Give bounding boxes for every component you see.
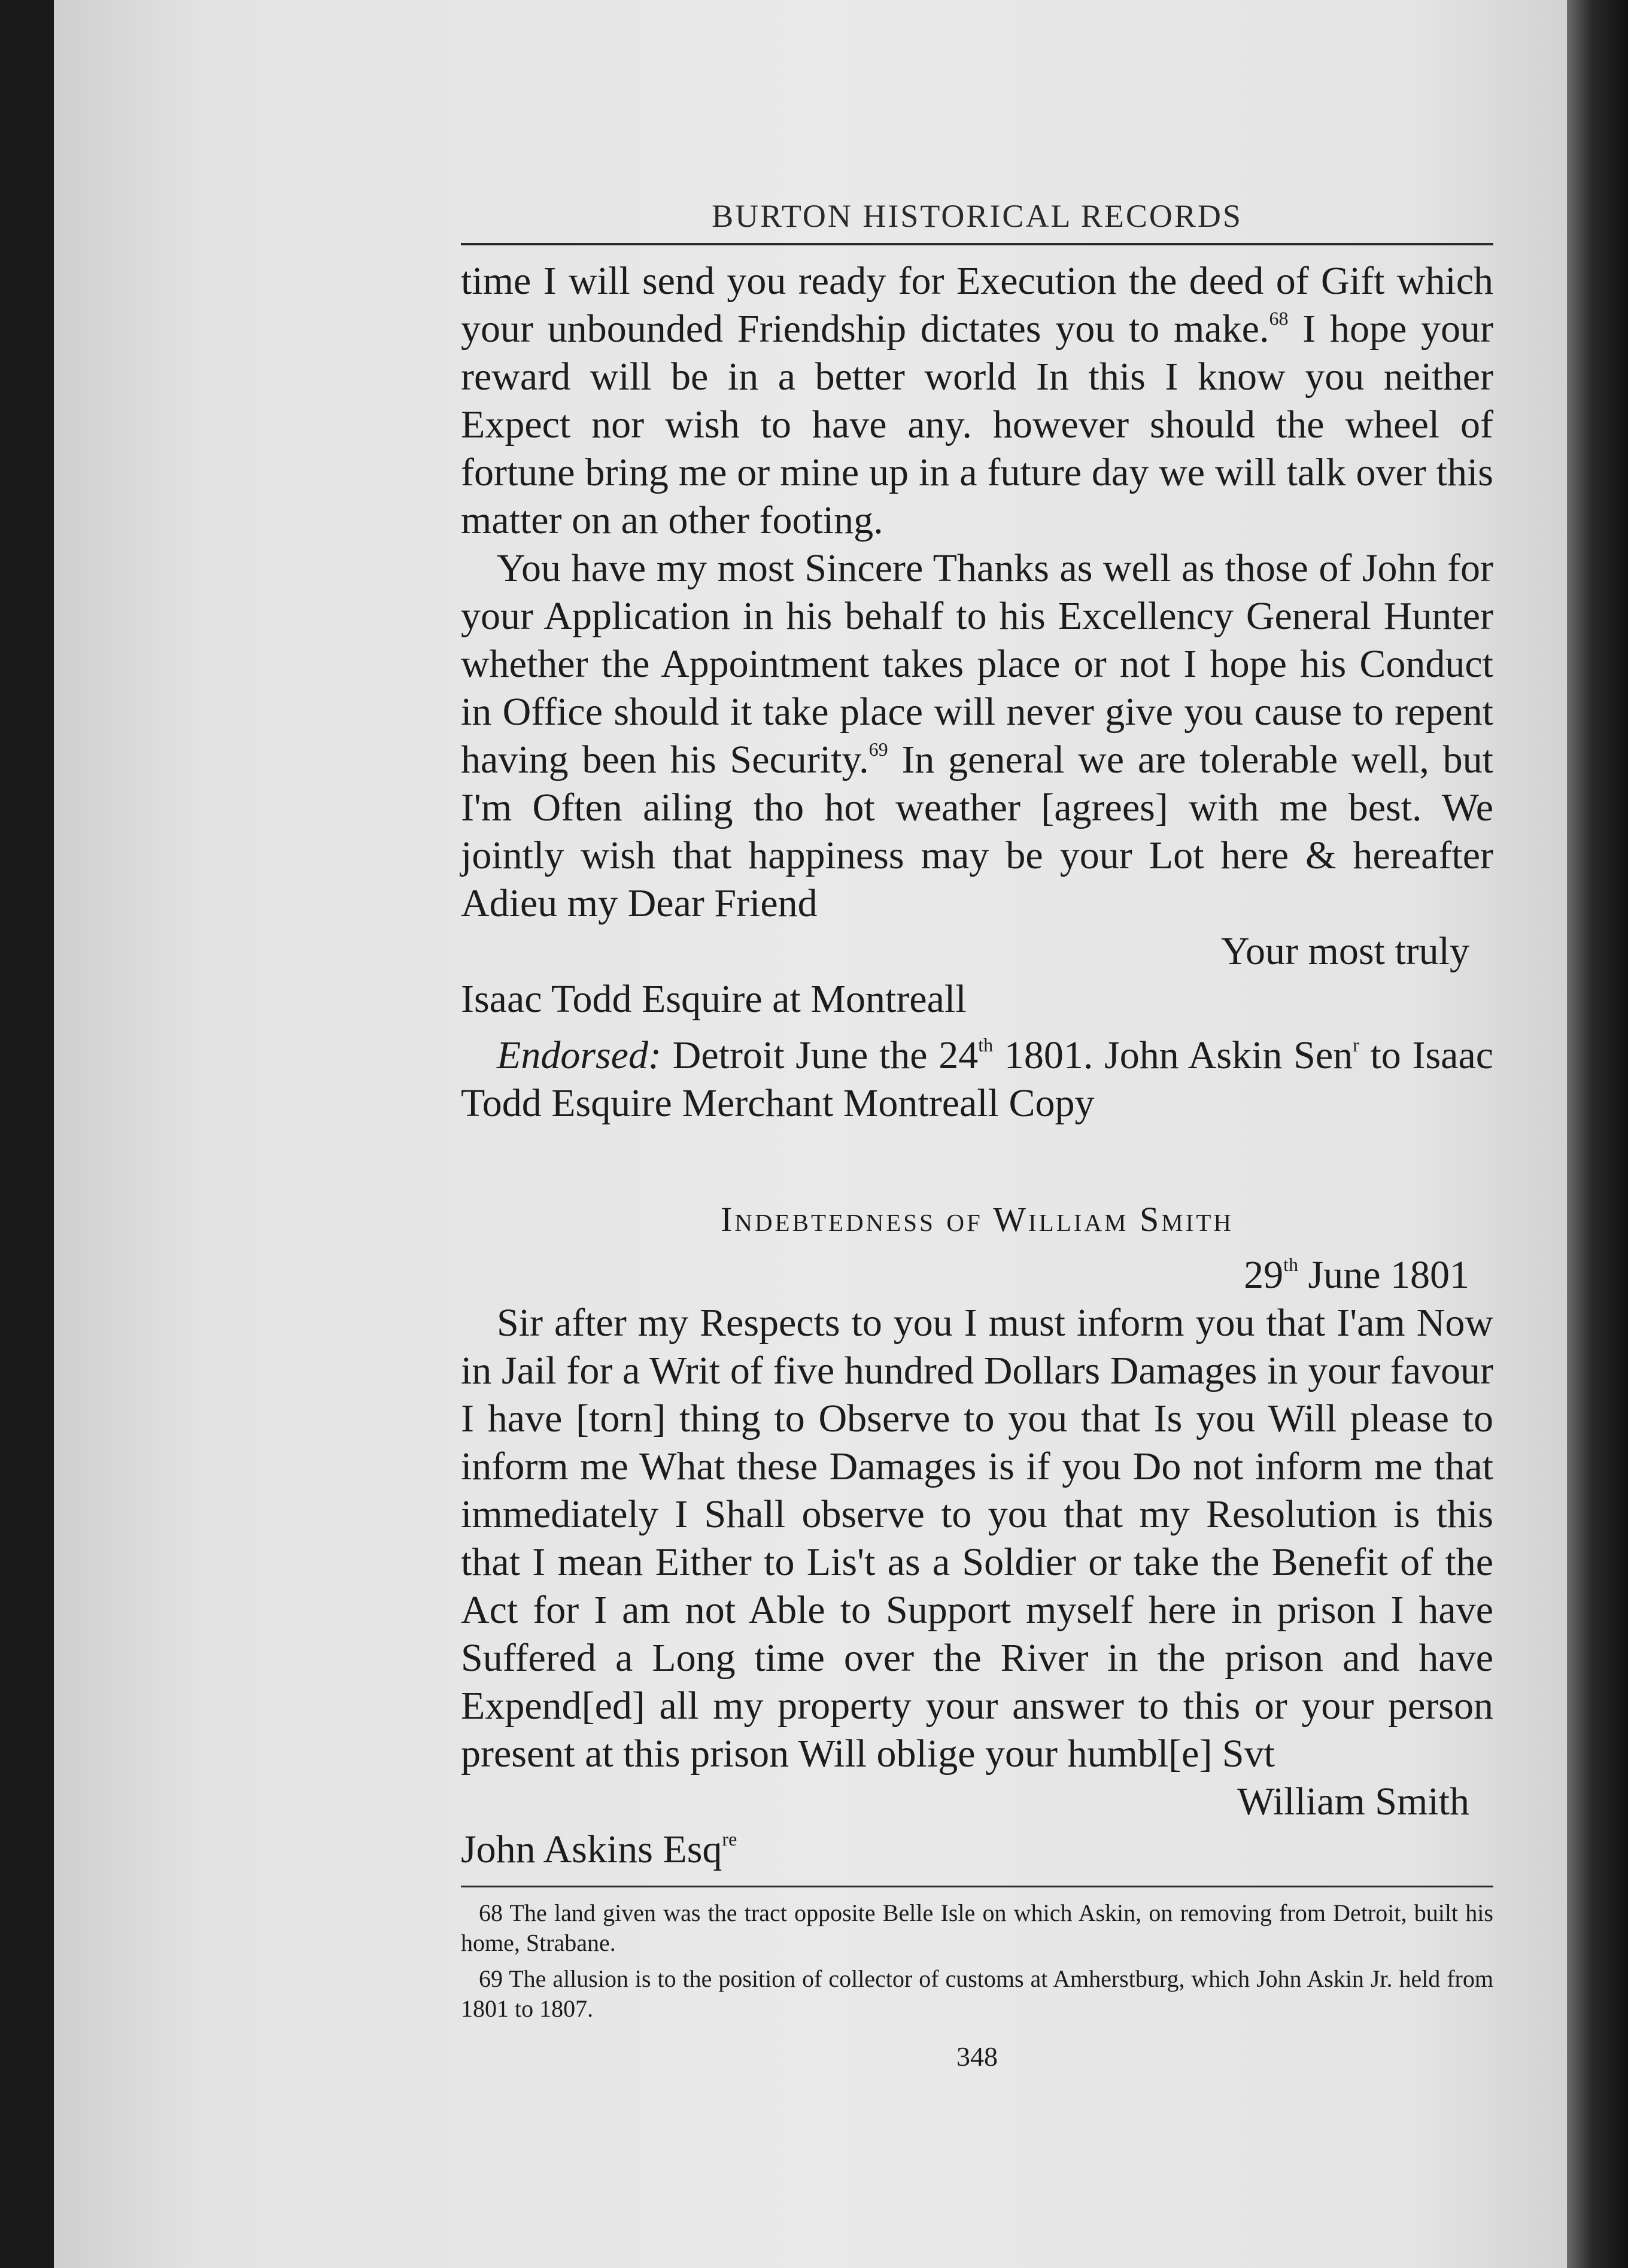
letter1-text-1b: I hope your reward will be in a better world In this I know you neither Expect nor wish to have any. however should the wheel of fortune bring me or mine up in a future day we will talk over this matter on an other footing.: [461, 307, 1494, 542]
section-heading: Indebtedness of William Smith: [721, 1200, 1234, 1239]
endorsed-text-c: to Isaac Todd Esquire Merchant Montreall Copy: [461, 1033, 1494, 1125]
letter1-closing: Your most truly: [1220, 929, 1469, 973]
footnotes: [461, 1886, 1493, 2024]
letter2-signature: William Smith: [1237, 1780, 1469, 1823]
letter2-addressee: [461, 1826, 1493, 1874]
page-number: 348: [956, 2041, 998, 2072]
letter1-text-2: You have my most Sincere Thanks as well as those of John for your Application in his behalf to his Excellency General Hunter whether the Appointment takes place or not I hope his Conduct in Office should it take place will never give you cause to repent having been his Security.: [461, 546, 1493, 782]
footnote-69: [461, 1964, 1493, 2024]
footnote-68: [461, 1898, 1493, 1958]
endorsed-sup2: r: [1353, 1034, 1359, 1056]
endorsed-label: Endorsed:: [497, 1033, 661, 1077]
footnote-text: The allusion is to the position of collector of customs at Amherstburg, which John Askin Jr. held from 1801 to 1807.: [461, 1965, 1493, 2022]
footnote-text: The land given was the tract opposite Belle Isle on which Askin, on removing from Detroit, built his home, Strabane.: [461, 1899, 1493, 1956]
date-day: 29: [1244, 1253, 1284, 1297]
date-month-year: June 1801: [1308, 1253, 1469, 1297]
date-sup: th: [1283, 1254, 1299, 1275]
addressee-sup: re: [722, 1828, 737, 1850]
letter1-paragraph-2: [461, 545, 1493, 928]
footnote-ref-68: 68: [1269, 308, 1289, 329]
addressee-name: John Askins Esq: [461, 1828, 722, 1871]
page-content: [461, 197, 1493, 2072]
letter1-text-2b: In general we are tolerable well, but I'm Often ailing tho hot weather [agrees] with me best. We jointly wish that happiness may be your Lot here & hereafter Adieu my Dear Friend: [461, 738, 1494, 925]
letter1-addressee: Isaac Todd Esquire at Montreall: [461, 977, 967, 1021]
footnote-number: 69: [479, 1965, 503, 1992]
footnote-ref-69: 69: [868, 738, 888, 760]
letter2-body: Sir after my Respects to you I must inform you that I'am Now in Jail for a Writ of five hundred Dollars Damages in your favour I have [torn] thing to Observe to you that Is you Will please to inform me What these Damages is if you Do not inform me that immediately I Shall observe to you that my Resolution is this that I mean Either to Lis't as a Soldier or take the Benefit of the Act for I am not Able to Support myself here in prison I have Suffered a Long time over the River in the prison and have Expend[ed] all my property your answer to this or your person present at this prison Will oblige your humbl[e] Svt: [461, 1301, 1493, 1776]
letter1-endorsement: [461, 1032, 1493, 1127]
running-head: BURTON HISTORICAL RECORDS: [461, 197, 1493, 245]
endorsed-text-a: Detroit June the 24: [672, 1033, 979, 1077]
letter2-date: [461, 1251, 1493, 1299]
page-edge-shadow: [1567, 0, 1628, 2268]
footnote-number: 68: [479, 1899, 503, 1926]
endorsed-text-b: 1801. John Askin Sen: [1004, 1033, 1353, 1077]
letter1-text-1: time I will send you ready for Execution the deed of Gift which your unbounded Friendship dictates you to make.: [461, 259, 1493, 351]
endorsed-sup: th: [978, 1034, 994, 1056]
letter1-paragraph-1: [461, 257, 1493, 545]
